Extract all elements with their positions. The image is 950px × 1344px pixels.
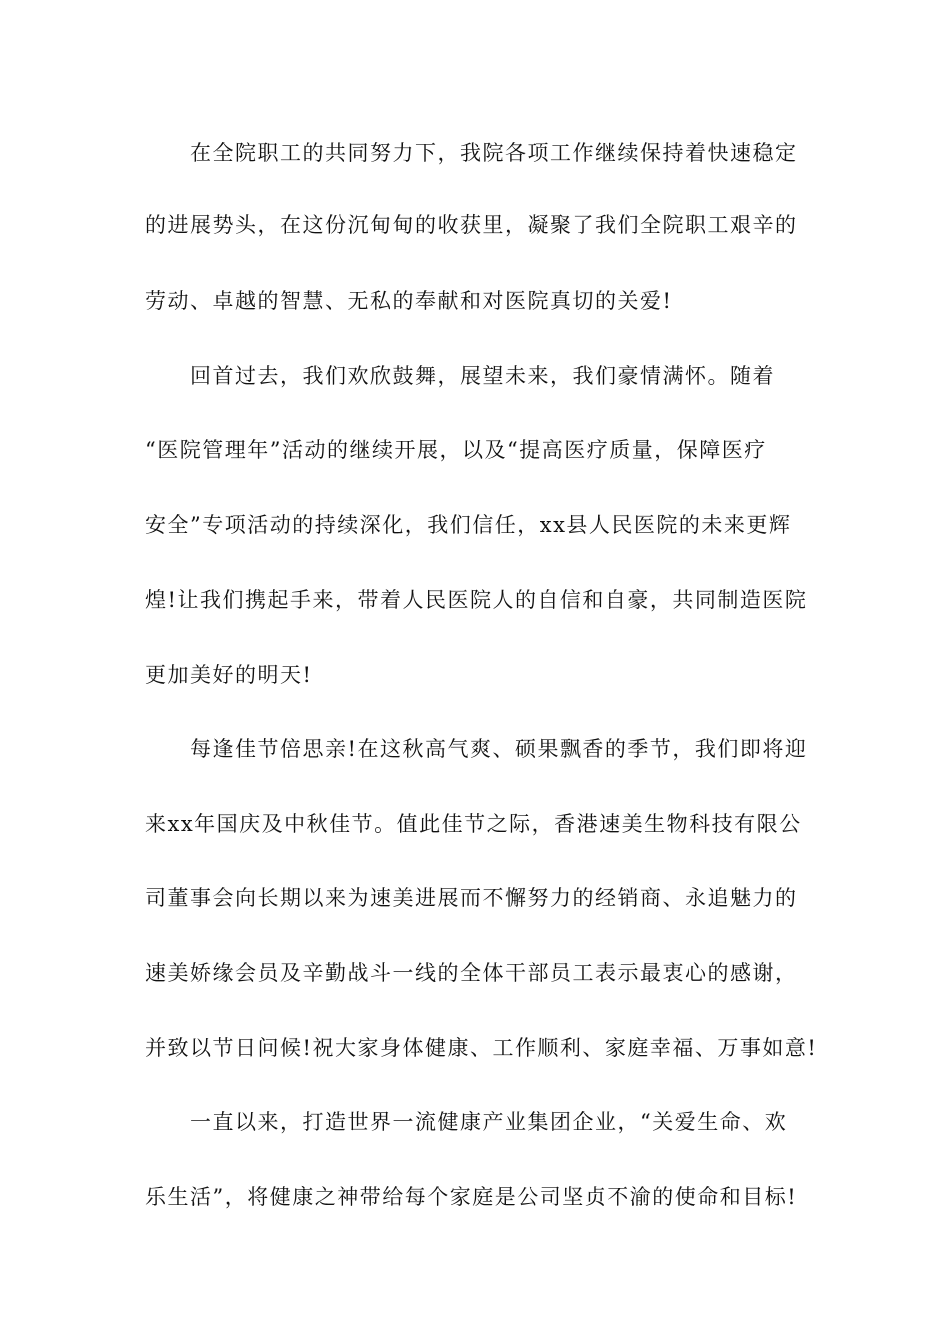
paragraph-1-line-1: 在全院职工的共同努力下，我院各项工作继续保持着快速稳定 <box>190 141 798 165</box>
paragraph-4-line-1: 一直以来，打造世界一流健康产业集团企业，“关爱生命、欢 <box>190 1110 788 1134</box>
paragraph-3-line-4: 速美娇缘会员及辛勤战斗一线的全体干部员工表示最衷心的感谢， <box>145 961 798 985</box>
paragraph-2-line-3: 安全”专项活动的持续深化，我们信任，xx县人民医院的未来更辉 <box>145 513 792 537</box>
paragraph-4-line-2: 乐生活”，将健康之神带给每个家庭是公司坚贞不渝的使命和目标! <box>145 1185 798 1209</box>
paragraph-1-line-2: 的进展势头，在这份沉甸甸的收获里，凝聚了我们全院职工艰辛的 <box>145 213 798 237</box>
paragraph-2-line-4: 煌!让我们携起手来，带着人民医院人的自信和自豪，共同制造医院 <box>145 588 808 612</box>
paragraph-3-line-1: 每逢佳节倍思亲!在这秋高气爽、硕果飘香的季节，我们即将迎 <box>190 737 808 761</box>
paragraph-3-line-3: 司董事会向长期以来为速美进展而不懈努力的经销商、永追魅力的 <box>145 886 798 910</box>
paragraph-3-line-2: 来xx年国庆及中秋佳节。值此佳节之际，香港速美生物科技有限公 <box>145 812 802 836</box>
paragraph-2-line-2: “医院管理年”活动的继续开展，以及“提高医疗质量，保障医疗 <box>145 438 767 462</box>
paragraph-3-line-5: 并致以节日问候!祝大家身体健康、工作顺利、家庭幸福、万事如意! <box>145 1036 818 1060</box>
paragraph-1-line-3: 劳动、卓越的智慧、无私的奉献和对医院真切的关爱! <box>145 289 673 313</box>
paragraph-2-line-1: 回首过去，我们欢欣鼓舞，展望未来，我们豪情满怀。随着 <box>190 364 775 388</box>
paragraph-2-line-5: 更加美好的明天! <box>145 663 313 687</box>
